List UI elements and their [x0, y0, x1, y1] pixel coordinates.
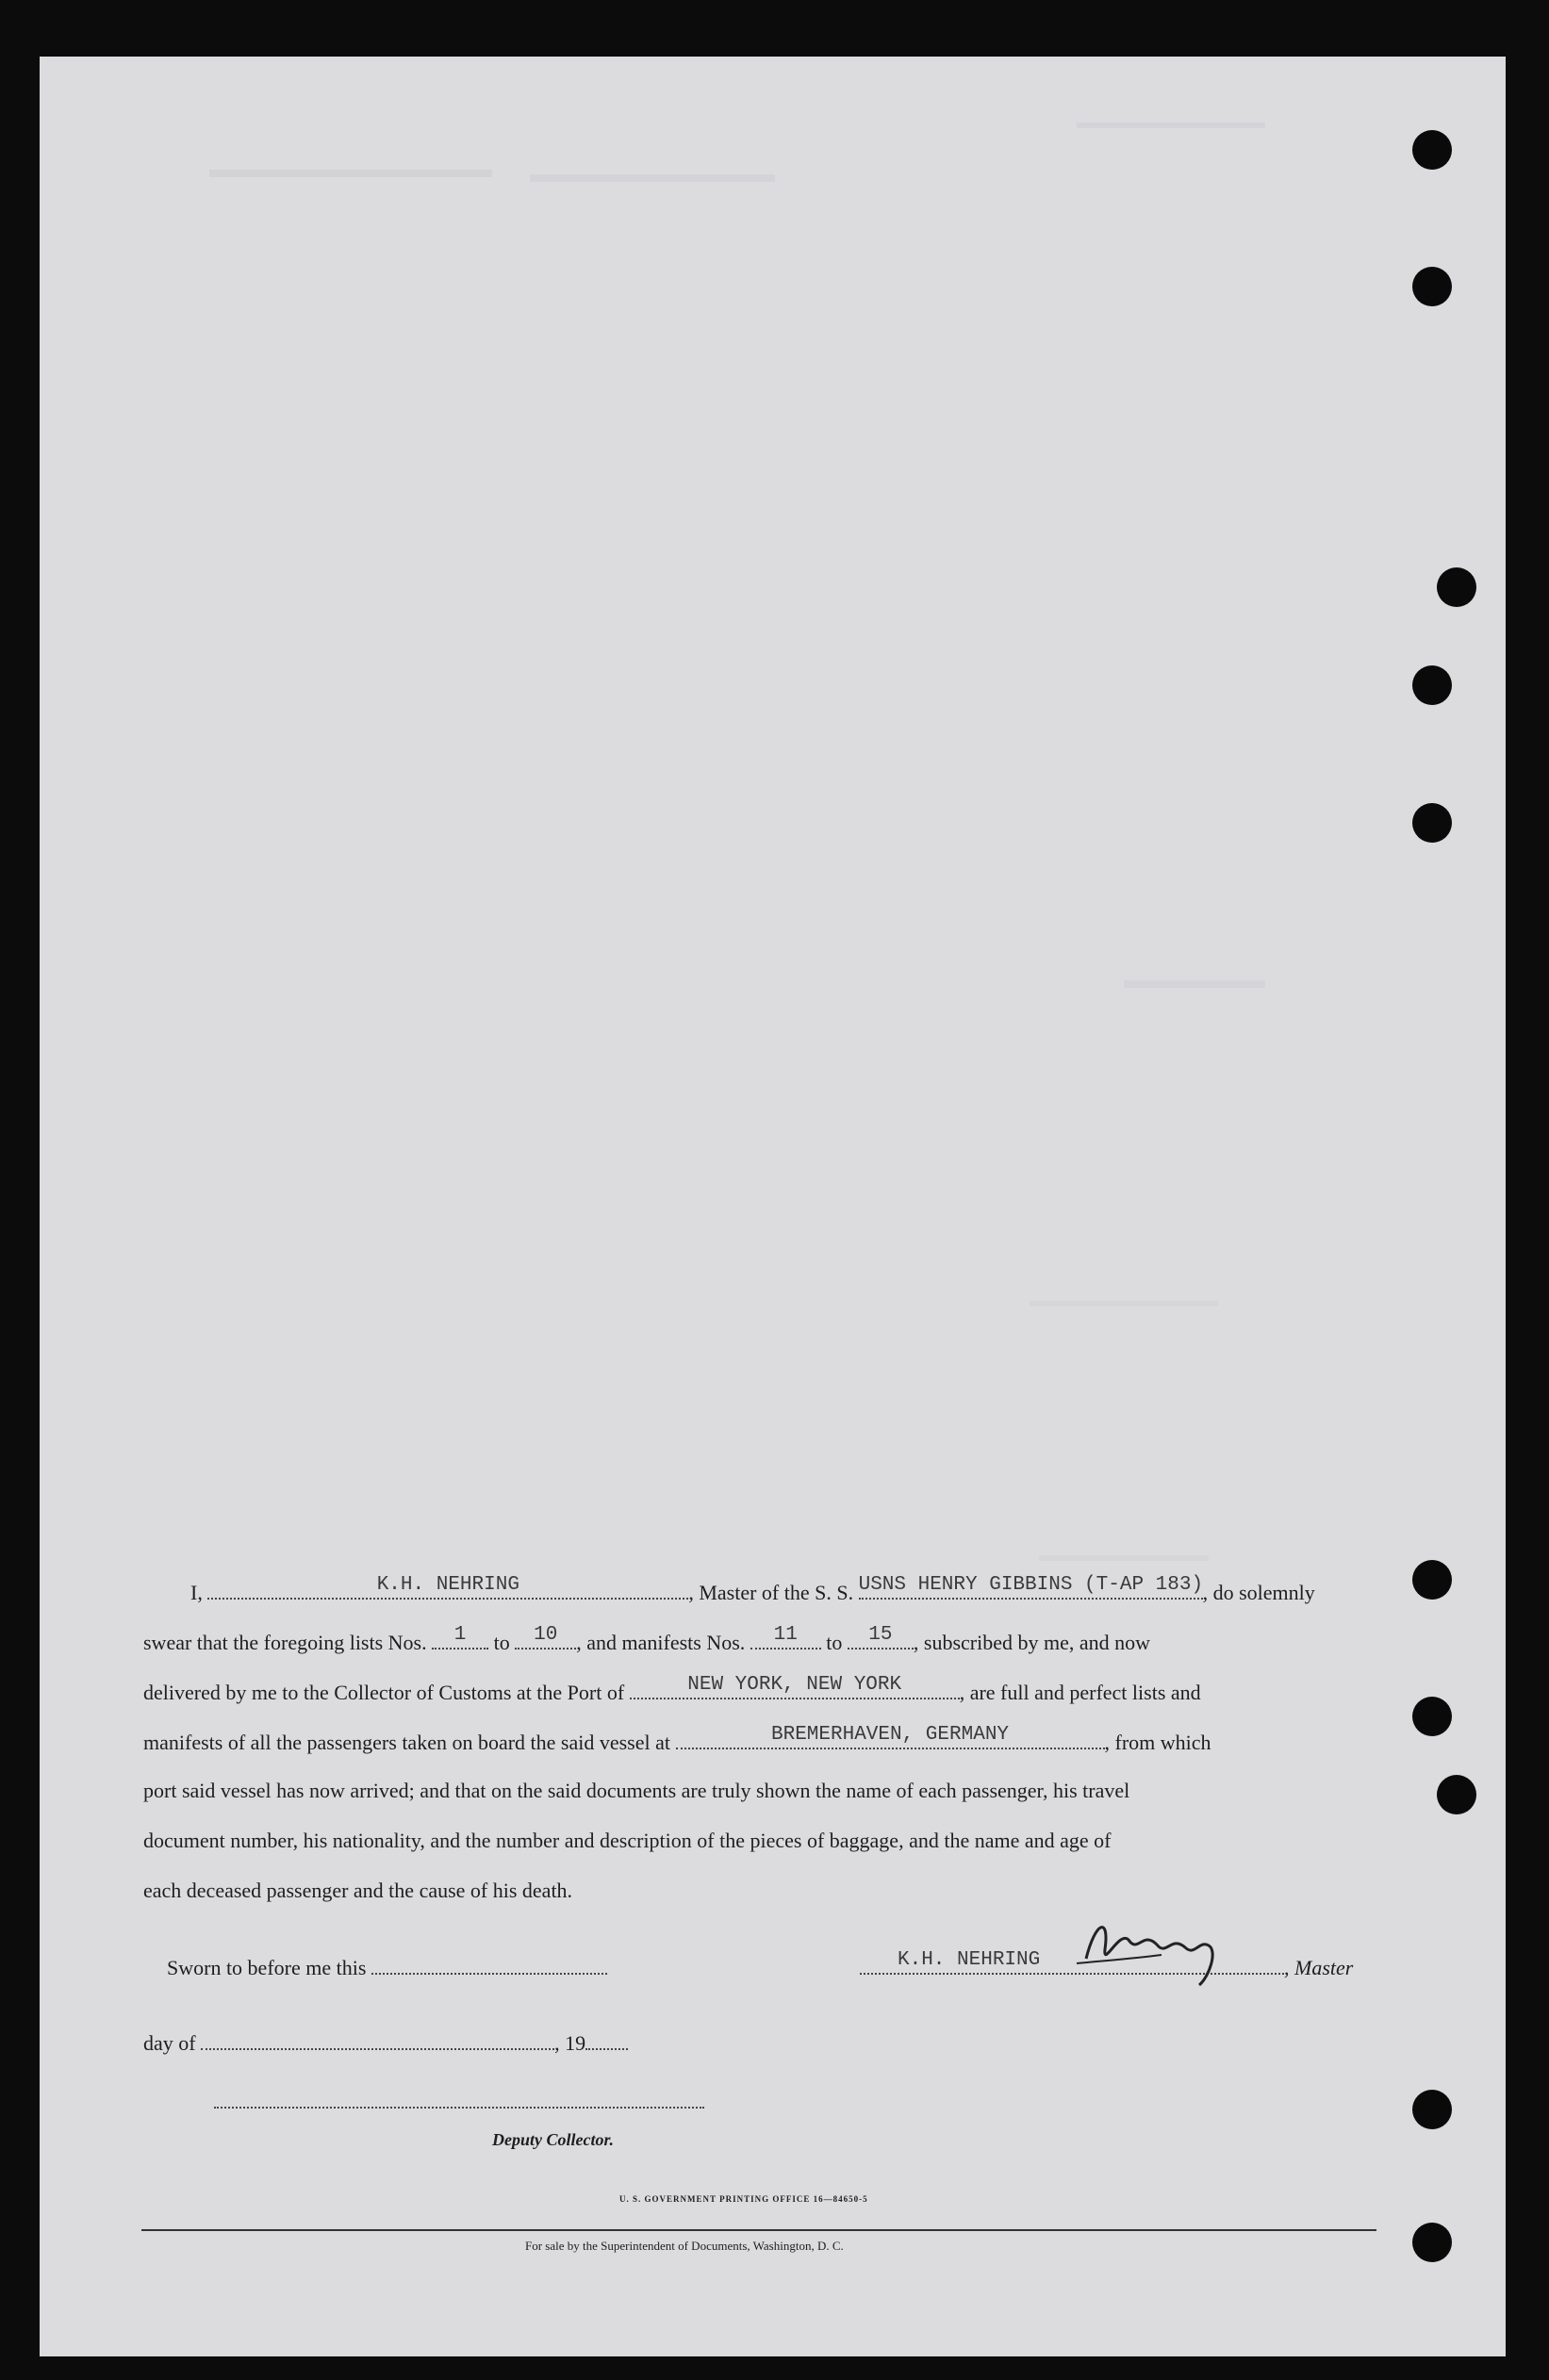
oath-line-1	[190, 1574, 1315, 1605]
manifests-to-field	[848, 1624, 914, 1650]
punch-hole	[1412, 1560, 1452, 1600]
deputy-signature-line	[214, 2105, 704, 2109]
oath-line-5: port said vessel has now arrived; and that on the said documents are truly shown the name of each passenger, his travel	[143, 1779, 1130, 1802]
typed-master-name: K.H. NEHRING	[898, 1949, 1041, 1971]
punch-hole	[1412, 2223, 1452, 2262]
sale-note: For sale by the Superintendent of Documents, Washington, D. C.	[525, 2239, 844, 2253]
bleed-through-mark	[1039, 1555, 1209, 1561]
bleed-through-mark	[1030, 1301, 1218, 1306]
port-field	[630, 1674, 960, 1699]
port-value: NEW YORK, NEW YORK	[687, 1674, 902, 1696]
master-signature-row	[860, 1949, 1354, 1980]
oath-line-6: document number, his nationality, and the number and description of the pieces of baggage, and the name and age of	[143, 1829, 1112, 1852]
bleed-through-mark	[209, 170, 492, 177]
departure-port-value: BREMERHAVEN, GERMANY	[770, 1724, 1010, 1746]
year-prefix: , 19	[554, 2031, 586, 2055]
year-field	[585, 2029, 628, 2050]
lists-from-field	[432, 1624, 488, 1650]
manifests-label: , and manifests Nos.	[576, 1631, 746, 1654]
master-signature-field	[860, 1949, 1284, 1975]
from-which-text: , from which	[1104, 1731, 1211, 1754]
oath-prefix: I,	[190, 1581, 203, 1604]
punch-hole	[1412, 2090, 1452, 2129]
port-label: delivered by me to the Collector of Customs at the Port of	[143, 1681, 625, 1704]
to-text: to	[826, 1631, 843, 1654]
punch-hole	[1412, 267, 1452, 306]
lists-from-value: 1	[453, 1624, 467, 1646]
lists-to-field	[515, 1624, 576, 1650]
vessel-at-label: manifests of all the passengers taken on board the said vessel at	[143, 1731, 671, 1754]
handwritten-signature	[1067, 1912, 1237, 1987]
vessel-value: USNS HENRY GIBBINS (T-AP 183)	[858, 1574, 1204, 1596]
footer-rule	[141, 2229, 1376, 2231]
sworn-day-field	[371, 1954, 607, 1975]
master-title: , Master	[1284, 1956, 1354, 1979]
deputy-collector-label: Deputy Collector.	[492, 2130, 614, 2149]
manifests-to-value: 15	[868, 1624, 893, 1646]
oath-line-3	[143, 1674, 1201, 1705]
manifests-from-field	[750, 1624, 821, 1650]
departure-port-field	[676, 1724, 1105, 1749]
punch-hole	[1437, 567, 1476, 607]
punch-hole	[1412, 665, 1452, 705]
punch-hole	[1412, 1697, 1452, 1736]
manifests-from-value: 11	[773, 1624, 798, 1646]
bleed-through-mark	[1077, 123, 1265, 128]
master-name-value: K.H. NEHRING	[376, 1574, 519, 1596]
oath-master-text: , Master of the S. S.	[688, 1581, 854, 1604]
sworn-row	[167, 1954, 607, 1980]
full-lists-text: , are full and perfect lists and	[959, 1681, 1201, 1704]
punch-hole	[1412, 130, 1452, 170]
sworn-label: Sworn to before me this	[167, 1956, 367, 1979]
bleed-through-mark	[1124, 980, 1265, 988]
punch-hole	[1437, 1775, 1476, 1814]
document-page	[40, 57, 1506, 2356]
day-of-field	[201, 2029, 554, 2050]
subscribed-text: , subscribed by me, and now	[913, 1631, 1151, 1654]
oath-line-4	[143, 1724, 1211, 1755]
to-text: to	[493, 1631, 510, 1654]
master-name-field	[207, 1574, 688, 1600]
punch-hole	[1412, 803, 1452, 843]
oath-line-7: each deceased passenger and the cause of his death.	[143, 1879, 573, 1902]
lists-to-value: 10	[534, 1624, 558, 1646]
vessel-field	[858, 1574, 1204, 1600]
oath-line-2	[143, 1624, 1151, 1655]
lists-label: swear that the foregoing lists Nos.	[143, 1631, 427, 1654]
printing-office-line: U. S. GOVERNMENT PRINTING OFFICE 16—84650-5	[619, 2194, 868, 2204]
oath-solemnly-text: , do solemnly	[1202, 1581, 1315, 1604]
day-of-label: day of	[143, 2031, 196, 2055]
bleed-through-mark	[530, 174, 775, 182]
day-of-row	[143, 2029, 628, 2056]
